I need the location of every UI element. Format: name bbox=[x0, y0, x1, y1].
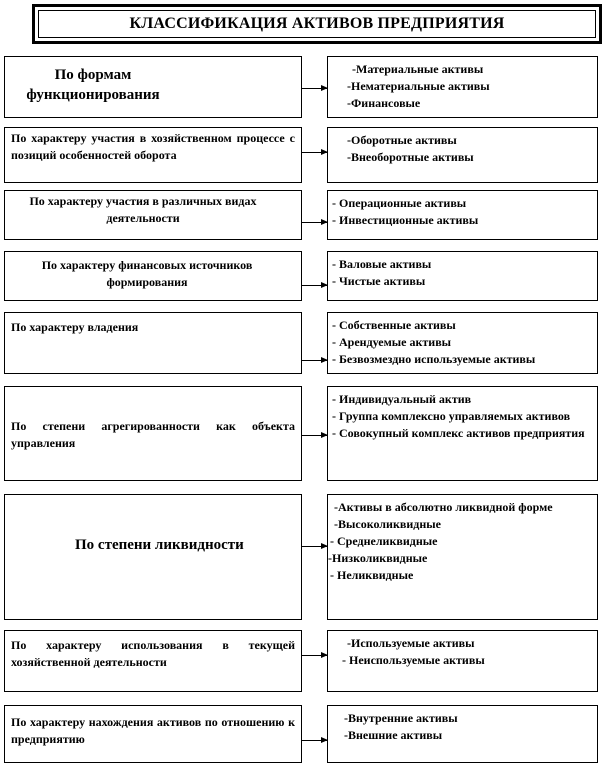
asset-type-item: -Внутренние активы bbox=[344, 711, 458, 725]
asset-type-item: - Безвозмездно используемые активы bbox=[332, 352, 536, 366]
asset-type-item: - Чистые активы bbox=[332, 274, 426, 288]
criterion-label: По степени агрегированности как объекта управления bbox=[11, 419, 295, 450]
asset-type-list bbox=[327, 630, 598, 692]
asset-type-item: - Валовые активы bbox=[332, 257, 432, 271]
criterion-label: По характеру финансовых источников формирования bbox=[41, 258, 253, 289]
connector-arrow bbox=[302, 222, 327, 223]
asset-type-item: -Низколиквидные bbox=[328, 551, 428, 565]
asset-type-item: -Используемые активы bbox=[347, 636, 475, 650]
asset-type-item: -Внеоборотные активы bbox=[347, 150, 474, 164]
connector-arrow bbox=[302, 360, 327, 361]
criterion-label: По степени ликвидности bbox=[75, 537, 244, 553]
asset-type-item: - Операционные активы bbox=[332, 196, 467, 210]
criterion-box bbox=[4, 494, 302, 620]
asset-type-item: -Материальные активы bbox=[352, 62, 484, 76]
criterion-box bbox=[4, 705, 302, 763]
asset-type-list bbox=[327, 494, 598, 620]
criterion-label: По формам функционирования bbox=[26, 67, 160, 103]
criterion-box bbox=[4, 190, 302, 240]
asset-type-item: - Инвестиционные активы bbox=[332, 213, 479, 227]
asset-type-list bbox=[327, 386, 598, 481]
connector-arrow bbox=[302, 740, 327, 741]
diagram-title-frame bbox=[32, 4, 602, 44]
criterion-box bbox=[4, 251, 302, 301]
asset-type-item: - Группа комплексно управляемых активов bbox=[332, 409, 571, 423]
asset-type-item: - Неиспользуемые активы bbox=[342, 653, 485, 667]
connector-arrow bbox=[302, 285, 327, 286]
asset-type-item: - Среднеликвидные bbox=[330, 534, 438, 548]
connector-arrow bbox=[302, 152, 327, 153]
criterion-label: По характеру владения bbox=[11, 320, 139, 334]
criterion-label: По характеру участия в хозяйственном процессе с позиций особенностей оборота bbox=[11, 131, 295, 162]
asset-type-item: -Высоколиквидные bbox=[334, 517, 441, 531]
criterion-box bbox=[4, 127, 302, 183]
asset-type-item: -Нематериальные активы bbox=[347, 79, 490, 93]
asset-type-list bbox=[327, 705, 598, 763]
connector-arrow bbox=[302, 546, 327, 547]
criterion-box bbox=[4, 56, 302, 118]
asset-type-item: -Внешние активы bbox=[344, 728, 443, 742]
asset-type-item: -Финансовые bbox=[347, 96, 421, 110]
connector-arrow bbox=[302, 88, 327, 89]
diagram-title: КЛАССИФИКАЦИЯ АКТИВОВ ПРЕДПРИЯТИЯ bbox=[38, 10, 596, 38]
connector-arrow bbox=[302, 655, 327, 656]
asset-type-item: - Арендуемые активы bbox=[332, 335, 452, 349]
asset-type-item: - Совокупный комплекс активов предприятия bbox=[332, 426, 585, 440]
asset-type-item: -Оборотные активы bbox=[347, 133, 457, 147]
asset-type-item: -Активы в абсолютно ликвидной форме bbox=[334, 500, 553, 514]
criterion-label: По характеру использования в текущей хозяйственной деятельности bbox=[11, 638, 295, 669]
asset-type-list bbox=[327, 190, 598, 240]
asset-type-list bbox=[327, 312, 598, 374]
asset-type-list bbox=[327, 127, 598, 183]
criterion-label: По характеру нахождения активов по отношению к предприятию bbox=[11, 715, 295, 746]
asset-type-item: - Неликвидные bbox=[330, 568, 414, 582]
asset-type-list bbox=[327, 251, 598, 301]
criterion-box bbox=[4, 312, 302, 374]
asset-type-item: - Индивидуальный актив bbox=[332, 392, 472, 406]
criterion-label: По характеру участия в различных видах деятельности bbox=[29, 194, 257, 225]
criterion-box bbox=[4, 630, 302, 692]
asset-type-list bbox=[327, 56, 598, 118]
connector-arrow bbox=[302, 435, 327, 436]
asset-type-item: - Собственные активы bbox=[332, 318, 456, 332]
criterion-box bbox=[4, 386, 302, 481]
